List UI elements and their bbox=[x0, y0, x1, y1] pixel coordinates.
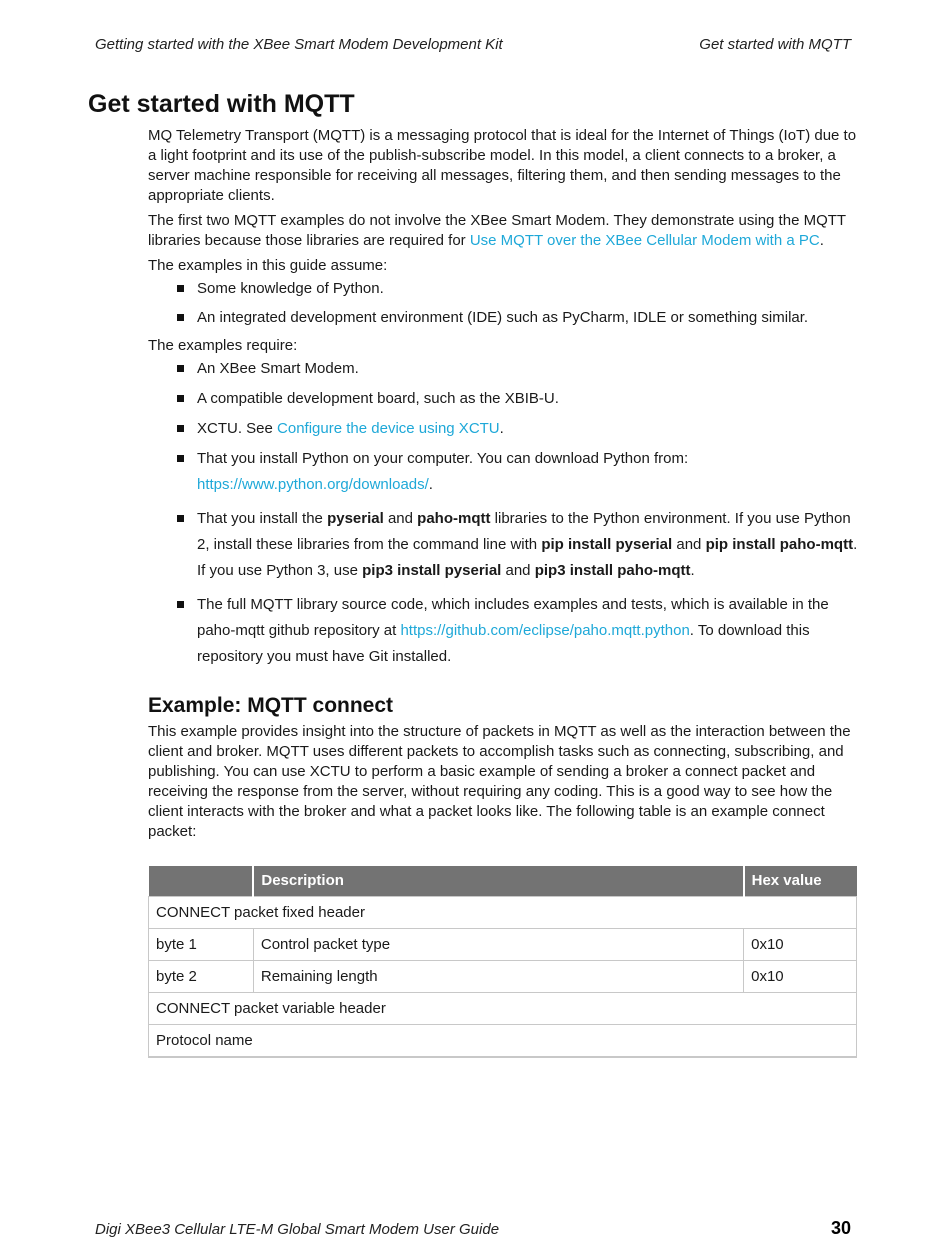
list-item-text: That you install the bbox=[197, 510, 328, 527]
list-item-text: A compatible development board, such as the XBIB-U. bbox=[197, 390, 559, 407]
list-item-text: . bbox=[499, 420, 504, 437]
example-title: Example: MQTT connect bbox=[148, 694, 394, 717]
table-cell: 0x10 bbox=[744, 929, 857, 961]
code-term: pip3 install paho-mqtt bbox=[534, 562, 691, 579]
table-cell: Remaining length bbox=[253, 961, 743, 993]
configure-xctu-link[interactable]: Configure the device using XCTU bbox=[277, 420, 500, 437]
intro-paragraph: MQ Telemetry Transport (MQTT) is a messaging protocol that is ideal for the Internet of Things (IoT) due to a light footprint and its use of the publish-subscribe model. In this model, a client connects to a broker, a server machine responsible for receiving all messages, filtering them, and then sending messages to the appropriate clients. bbox=[148, 127, 857, 204]
table-row bbox=[149, 929, 857, 961]
table-cell: Protocol name bbox=[149, 1025, 857, 1058]
paragraph-text: The first two MQTT examples do not involve the XBee Smart Modem. They demonstrate using the MQTT libraries because those libraries are required for bbox=[148, 212, 846, 249]
list-item-text: and bbox=[383, 510, 418, 527]
bullet-icon bbox=[177, 515, 184, 522]
use-mqtt-link[interactable]: Use MQTT over the XBee Cellular Modem with a PC bbox=[469, 232, 820, 249]
paho-github-link[interactable]: https://github.com/eclipse/paho.mqtt.python bbox=[400, 622, 690, 639]
footer-doc-title: Digi XBee3 Cellular LTE-M Global Smart Modem User Guide bbox=[95, 1221, 500, 1238]
table-row bbox=[149, 1025, 857, 1058]
code-term: pip install pyserial bbox=[541, 536, 673, 553]
code-term: pyserial bbox=[327, 510, 384, 527]
require-label: The examples require: bbox=[148, 337, 298, 354]
connect-packet-table bbox=[148, 866, 857, 1058]
page-number: 30 bbox=[830, 1218, 851, 1238]
code-term: pip install paho-mqtt bbox=[705, 536, 854, 553]
bullet-icon bbox=[177, 455, 184, 462]
table-cell: byte 2 bbox=[149, 961, 254, 993]
header-section-title: Get started with MQTT bbox=[699, 36, 851, 53]
code-term: paho-mqtt bbox=[417, 510, 491, 527]
table-cell: Control packet type bbox=[253, 929, 743, 961]
column-header-description: Description bbox=[253, 866, 743, 897]
list-item bbox=[148, 592, 858, 670]
bullet-icon bbox=[177, 365, 184, 372]
example-paragraph: This example provides insight into the structure of packets in MQTT as well as the interaction between the client and broker. MQTT uses different packets to accomplish tasks such as connecting, subscribing, and publishing. You can use XCTU to perform a basic example of sending a broker a connect packet and receiving the response from the server, without requiring any coding. This is a good way to see how the client interacts with the broker and what a packet looks like. The following table is an example connect packet: bbox=[148, 723, 851, 840]
table-cell: 0x10 bbox=[744, 961, 857, 993]
list-item-text: and bbox=[501, 562, 535, 579]
list-item-text: . bbox=[428, 476, 433, 493]
bullet-icon bbox=[177, 601, 184, 608]
list-item-text: An XBee Smart Modem. bbox=[197, 360, 359, 377]
list-item bbox=[148, 386, 858, 412]
list-item bbox=[148, 305, 858, 330]
table-cell: CONNECT packet fixed header bbox=[149, 897, 857, 929]
table-row bbox=[149, 961, 857, 993]
running-header bbox=[95, 36, 851, 53]
list-item bbox=[148, 276, 858, 301]
paragraph-text: . bbox=[819, 232, 824, 249]
table-header-row bbox=[149, 866, 857, 897]
list-item-text: . bbox=[690, 562, 695, 579]
bullet-icon bbox=[177, 314, 184, 321]
list-item-text: and bbox=[672, 536, 706, 553]
bullet-icon bbox=[177, 285, 184, 292]
code-term: pip3 install pyserial bbox=[362, 562, 502, 579]
list-item bbox=[148, 356, 858, 382]
bullet-icon bbox=[177, 425, 184, 432]
running-footer bbox=[95, 1218, 851, 1239]
list-item bbox=[148, 506, 858, 584]
table-cell: CONNECT packet variable header bbox=[149, 993, 857, 1025]
page-title: Get started with MQTT bbox=[88, 90, 355, 118]
python-downloads-link[interactable]: https://www.python.org/downloads/ bbox=[197, 476, 429, 493]
assume-label: The examples in this guide assume: bbox=[148, 257, 388, 274]
table-row bbox=[149, 993, 857, 1025]
bullet-icon bbox=[177, 395, 184, 402]
table-cell: byte 1 bbox=[149, 929, 254, 961]
list-item-text: . If you use Python 3, use bbox=[197, 536, 858, 579]
list-item-text: Some knowledge of Python. bbox=[197, 280, 384, 297]
column-header bbox=[149, 866, 254, 897]
list-item-text: libraries to the Python environment. If you use Python 2, install these libraries from the command line with bbox=[197, 510, 851, 553]
header-doc-title: Getting started with the XBee Smart Modem Development Kit bbox=[95, 36, 503, 53]
table-row bbox=[149, 897, 857, 929]
list-item-text: The full MQTT library source code, which includes examples and tests, which is available in the paho-mqtt github repository at bbox=[197, 596, 829, 639]
list-item bbox=[148, 416, 858, 442]
column-header-hex-value: Hex value bbox=[744, 866, 857, 897]
list-item-text: . To download this repository you must have Git installed. bbox=[197, 622, 810, 665]
require-list bbox=[148, 356, 858, 670]
list-item bbox=[148, 446, 858, 498]
main-content bbox=[148, 126, 858, 1058]
mqtt-examples-paragraph bbox=[148, 211, 858, 251]
list-item-text: XCTU. See bbox=[197, 420, 278, 437]
assume-list bbox=[148, 276, 858, 330]
list-item-text: That you install Python on your computer. You can download Python from: bbox=[197, 450, 689, 467]
list-item-text: An integrated development environment (IDE) such as PyCharm, IDLE or something similar. bbox=[197, 309, 809, 326]
